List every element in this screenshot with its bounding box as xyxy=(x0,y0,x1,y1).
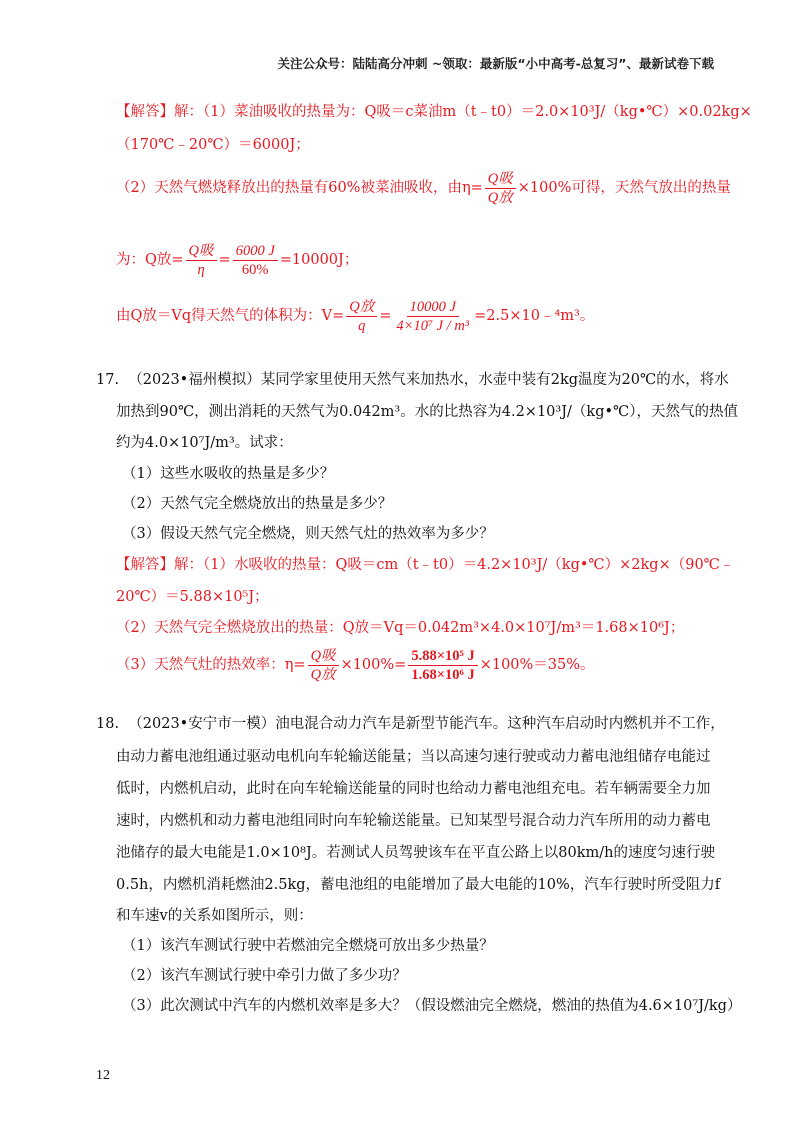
question18-line6: 0.5h，内燃机消耗燃油2.5kg，蓄电池组的电能增加了最大电能的10%，汽车行驶时所受阻力f xyxy=(116,877,721,893)
question17-line1: 17. （2023•福州模拟）某同学家里使用天然气来加热水，水壶中装有2kg温度为20℃的水，将水 xyxy=(96,372,729,388)
page-header: 关注公众号：陆陆高分冲刺 ~领取：最新版“小中高考-总复习”、最新试卷下载 xyxy=(277,56,714,71)
answer-tag: 【解答】 xyxy=(116,104,174,120)
fraction: $\frac{10000 J}{\text{4×10⁷ J / m³}}$ xyxy=(396,298,470,334)
question17-sub1: （1）这些水吸收的热量是多少？ xyxy=(122,466,335,482)
answer16-line4: 为：Q放= $\frac{\text{Q吸}}{\eta}$ = $\frac{6000 J}{60\%}$ =10000J； xyxy=(116,242,359,278)
answer17-line3: （2）天然气完全燃烧放出的热量：Q放＝Vq＝0.042m³×4.0×10⁷J/m³＝1.68×10⁶J； xyxy=(116,620,685,636)
answer16-line5: 由Q放＝Vq得天然气的体积为：V= $\frac{\text{Q放}}{q}$ = $\frac{10000 J}{\text{4×10⁷ J / m³}}$ =2.5×10﹣⁴m³。 xyxy=(116,298,595,334)
question17-line3: 约为4.0×10⁷J/m³。试求： xyxy=(116,435,293,451)
question17-line2: 加热到90℃，测出消耗的天然气为0.042m³。水的比热容为4.2×10³J/（kg•℃），天然气的热值 xyxy=(116,404,739,420)
answer17-line2: 20℃）＝5.88×10⁵J； xyxy=(116,589,269,605)
answer-tag: 【解答】 xyxy=(116,557,174,573)
question18-line7: 和车速v的关系如图所示，则： xyxy=(116,908,313,924)
question17-sub2: （2）天然气完全燃烧放出的热量是多少？ xyxy=(122,496,393,512)
answer16-line2: （170℃﹣20℃）＝6000J； xyxy=(116,137,310,153)
question18-sub3: （3）此次测试中汽车的内燃机效率是多大？（假设燃油完全燃烧，燃油的热值为4.6×10⁷J/kg） xyxy=(122,998,742,1014)
answer16-line3: （2）天然气燃烧释放出的热量有60%被菜油吸收，由η= $\frac{\text{Q吸}}{\text{Q放}}$ ×100%可得，天然气放出的热量 xyxy=(116,170,731,206)
fraction: $\frac{\text{Q放}}{q}$ xyxy=(346,299,377,334)
question18-sub2: （2）该汽车测试行驶中牵引力做了多少功？ xyxy=(122,968,407,984)
answer16-line1: 【解答】解：（1）菜油吸收的热量为：Q吸＝c菜油m（t﹣t0）＝2.0×10³J/（kg•℃）×0.02kg× xyxy=(116,104,752,120)
question18-line5: 池储存的最大电能是1.0×10⁸J。若测试人员驾驶该车在平直公路上以80km/h的速度匀速行驶 xyxy=(116,845,715,861)
fraction: $\frac{\text{5.88×10⁵ J}}{\text{1.68×10⁶ J}}$ xyxy=(408,648,477,683)
question17-sub3: （3）假设天然气完全燃烧，则天然气灶的热效率为多少？ xyxy=(122,526,494,542)
answer17-line1: 【解答】解：（1）水吸收的热量：Q吸＝cm（t﹣t0）＝4.2×10³J/（kg•℃）×2kg×（90℃﹣ xyxy=(116,557,735,573)
page-number: 12 xyxy=(96,1068,110,1083)
question-number: 17. xyxy=(96,372,120,388)
fraction: $\frac{\text{Q吸}}{\eta}$ xyxy=(186,243,217,278)
fraction: $\frac{6000 J}{60\%}$ xyxy=(233,243,278,278)
question18-line3: 低时，内燃机启动，此时在向车轮输送能量的同时也给动力蓄电池组充电。若车辆需要全力加 xyxy=(116,781,711,797)
question18-sub1: （1）该汽车测试行驶中若燃油完全燃烧可放出多少热量？ xyxy=(122,938,494,954)
question-number: 18. xyxy=(96,716,120,732)
fraction: $\frac{\text{Q吸}}{\text{Q放}}$ xyxy=(485,171,516,206)
question18-line4: 速时，内燃机和动力蓄电池组同时向车轮输送能量。已知某型号混合动力汽车所用的动力蓄电 xyxy=(116,813,711,829)
question18-line1: 18. （2023•安宁市一模）油电混合动力汽车是新型节能汽车。这种汽车启动时内燃机并不工作， xyxy=(96,716,725,732)
question18-line2: 由动力蓄电池组通过驱动电机向车轮输送能量；当以高速匀速行驶或动力蓄电池组储存电能过 xyxy=(116,749,711,765)
answer17-line4: （3）天然气灶的热效率：η= $\frac{\text{Q吸}}{\text{Q放}}$ ×100%= $\frac{\text{5.88×10⁵ J}}{\text{1.68×10⁶ J}}$ ×100%＝35%。 xyxy=(116,647,595,683)
fraction: $\frac{\text{Q吸}}{\text{Q放}}$ xyxy=(308,648,339,683)
